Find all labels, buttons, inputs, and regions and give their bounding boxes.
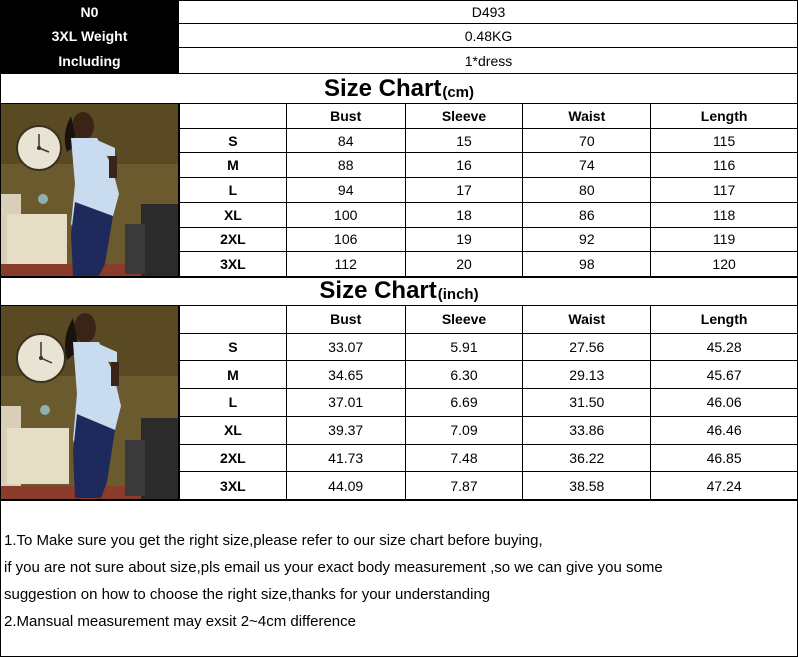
- size-label: M: [180, 153, 287, 178]
- size-chart-cm-unit: (cm): [442, 84, 475, 101]
- size-chart-cm-title-text: Size Chart: [323, 75, 442, 102]
- table-header-row: [180, 306, 798, 334]
- size-label: L: [180, 389, 287, 417]
- size-chart-inch-title: [0, 277, 798, 305]
- table-header-bust: Bust: [286, 306, 405, 334]
- table-row: [180, 361, 798, 389]
- table-cell: 112: [286, 252, 405, 277]
- table-row: [180, 178, 798, 203]
- table-cell: 33.07: [286, 333, 405, 361]
- table-row: [180, 333, 798, 361]
- note-line: 2.Mansual measurement may exsit 2~4cm difference: [4, 613, 356, 630]
- table-row: [180, 128, 798, 153]
- table-cell: 44.09: [286, 472, 405, 500]
- table-cell: 118: [651, 202, 798, 227]
- table-cell: 46.06: [651, 389, 798, 417]
- product-photo-cm: [0, 103, 179, 277]
- header-label-no: N0: [0, 0, 179, 24]
- table-cell: 7.09: [405, 416, 523, 444]
- table-row: [180, 227, 798, 252]
- table-cell: 36.22: [523, 444, 651, 472]
- note-line: if you are not sure about size,pls email us your exact body measurement ,so we can give you some: [4, 559, 663, 576]
- table-cell: 17: [405, 178, 523, 203]
- table-header-size: [180, 104, 287, 129]
- table-cell: 115: [651, 128, 798, 153]
- size-label: S: [180, 333, 287, 361]
- table-cell: 46.46: [651, 416, 798, 444]
- table-cell: 45.67: [651, 361, 798, 389]
- note-line: suggestion on how to choose the right size,thanks for your understanding: [4, 586, 491, 603]
- table-cell: 119: [651, 227, 798, 252]
- table-cell: 31.50: [523, 389, 651, 417]
- table-cell: 18: [405, 202, 523, 227]
- table-cell: 6.69: [405, 389, 523, 417]
- table-cell: 70: [523, 128, 651, 153]
- table-cell: 7.48: [405, 444, 523, 472]
- table-row: [180, 252, 798, 277]
- size-label: 2XL: [180, 227, 287, 252]
- table-row: [180, 444, 798, 472]
- table-header-length: Length: [651, 306, 798, 334]
- dress-model-illustration: [1, 104, 179, 277]
- table-cell: 19: [405, 227, 523, 252]
- table-cell: 34.65: [286, 361, 405, 389]
- table-cell: 16: [405, 153, 523, 178]
- table-cell: 88: [286, 153, 405, 178]
- sizing-notes: [0, 500, 798, 657]
- note-line: 1.To Make sure you get the right size,please refer to our size chart before buying,: [4, 532, 543, 549]
- size-label: XL: [180, 202, 287, 227]
- table-header-bust: Bust: [286, 104, 405, 129]
- size-table-cm: [179, 103, 798, 277]
- size-label: S: [180, 128, 287, 153]
- size-table-inch: [179, 305, 798, 500]
- size-label: 2XL: [180, 444, 287, 472]
- table-cell: 106: [286, 227, 405, 252]
- table-cell: 39.37: [286, 416, 405, 444]
- table-cell: 92: [523, 227, 651, 252]
- table-cell: 29.13: [523, 361, 651, 389]
- table-cell: 47.24: [651, 472, 798, 500]
- table-row: [180, 389, 798, 417]
- table-row: [180, 202, 798, 227]
- table-header-waist: Waist: [523, 104, 651, 129]
- dress-model-illustration: [1, 306, 179, 500]
- size-label: 3XL: [180, 472, 287, 500]
- table-header-sleeve: Sleeve: [405, 306, 523, 334]
- table-header-length: Length: [651, 104, 798, 129]
- table-row: [180, 416, 798, 444]
- size-label: XL: [180, 416, 287, 444]
- table-cell: 6.30: [405, 361, 523, 389]
- table-row: [180, 153, 798, 178]
- size-chart-inch-unit: (inch): [437, 286, 479, 303]
- size-chart-cm-title: [0, 73, 798, 103]
- size-label: 3XL: [180, 252, 287, 277]
- table-cell: 80: [523, 178, 651, 203]
- table-cell: 7.87: [405, 472, 523, 500]
- table-cell: 86: [523, 202, 651, 227]
- table-cell: 94: [286, 178, 405, 203]
- table-cell: 46.85: [651, 444, 798, 472]
- table-header-waist: Waist: [523, 306, 651, 334]
- table-cell: 20: [405, 252, 523, 277]
- product-photo-inch: [0, 305, 179, 500]
- table-cell: 37.01: [286, 389, 405, 417]
- header-value-including: 1*dress: [464, 52, 513, 69]
- table-cell: 41.73: [286, 444, 405, 472]
- table-cell: 38.58: [523, 472, 651, 500]
- header-label-including: Including: [0, 48, 179, 73]
- size-label: M: [180, 361, 287, 389]
- size-chart-inch-title-text: Size Chart: [319, 277, 437, 304]
- size-label: L: [180, 178, 287, 203]
- table-cell: 98: [523, 252, 651, 277]
- table-cell: 33.86: [523, 416, 651, 444]
- table-cell: 116: [651, 153, 798, 178]
- table-cell: 27.56: [523, 333, 651, 361]
- table-cell: 74: [523, 153, 651, 178]
- header-label-weight: 3XL Weight: [0, 24, 179, 48]
- table-header-size: [180, 306, 287, 334]
- table-header-sleeve: Sleeve: [405, 104, 523, 129]
- table-row: [180, 472, 798, 500]
- header-value-no: D493: [179, 0, 798, 24]
- table-cell: 15: [405, 128, 523, 153]
- table-cell: 5.91: [405, 333, 523, 361]
- table-cell: 45.28: [651, 333, 798, 361]
- table-cell: 100: [286, 202, 405, 227]
- table-cell: 120: [651, 252, 798, 277]
- table-cell: 117: [651, 178, 798, 203]
- header-value-weight: 0.48KG: [179, 24, 798, 48]
- table-cell: 84: [286, 128, 405, 153]
- table-header-row: [180, 104, 798, 129]
